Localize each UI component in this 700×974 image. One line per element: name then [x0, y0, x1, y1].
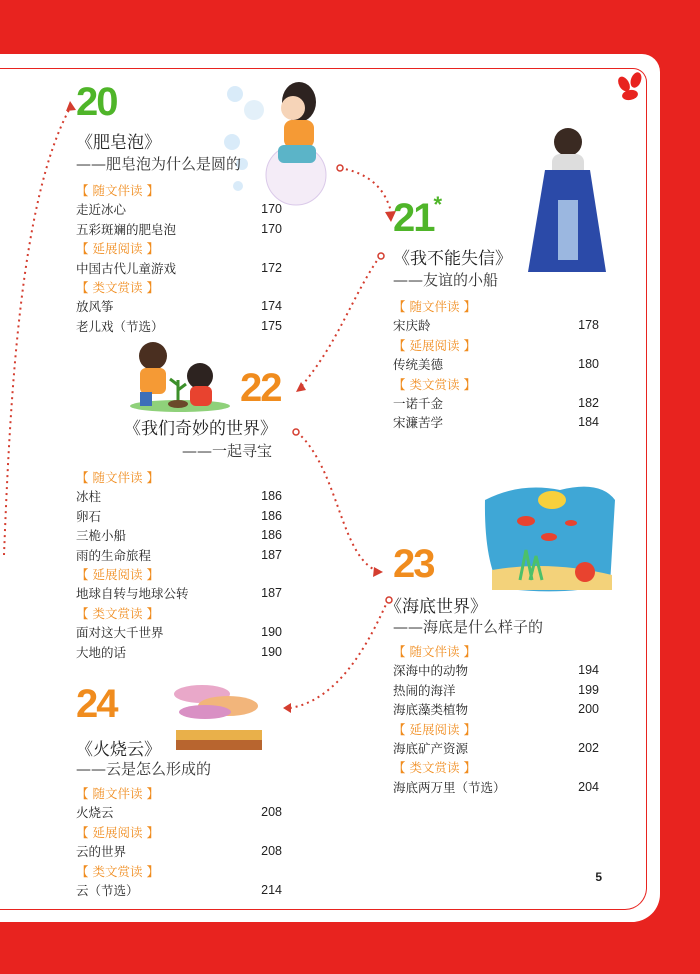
- section-label-text: 【 类文赏读 】: [76, 863, 159, 879]
- entry-title: 卵石: [76, 508, 102, 524]
- lesson-list-22: [76, 468, 282, 662]
- entry-title: 云的世界: [76, 844, 127, 860]
- section-label: [76, 862, 282, 881]
- section-label: [76, 181, 282, 200]
- lesson-list-21: [393, 297, 599, 433]
- lesson-number-21: [393, 192, 441, 241]
- entry-page-number: 208: [261, 844, 282, 859]
- entry-title: 走近冰心: [76, 202, 127, 218]
- section-label: [76, 278, 282, 297]
- section-label: [76, 468, 282, 487]
- lesson-subtitle-22: ——一起寻宝: [182, 442, 273, 460]
- entry-title: 雨的生命旅程: [76, 547, 152, 563]
- page-number: 5: [595, 870, 602, 884]
- section-label: [393, 375, 599, 394]
- star-icon: *: [433, 192, 441, 217]
- underwater-illustration: [485, 487, 615, 592]
- entry-title: 五彩斑斓的肥皂泡: [76, 221, 177, 237]
- entry-title: 三桅小船: [76, 528, 127, 544]
- entry-page-number: 187: [261, 586, 282, 601]
- entry-title: 云（节选）: [76, 882, 139, 898]
- entry-title: 大地的话: [76, 644, 127, 660]
- lesson-number-21-digits: 21: [393, 196, 434, 240]
- section-label-text: 【 类文赏读 】: [393, 760, 476, 776]
- toc-entry[interactable]: [76, 584, 282, 603]
- section-label-text: 【 类文赏读 】: [76, 279, 159, 295]
- section-label-text: 【 随文伴读 】: [393, 299, 476, 314]
- entry-title: 面对这大千世界: [76, 625, 164, 641]
- section-label: [393, 642, 599, 661]
- section-label-text: 【 延展阅读 】: [76, 241, 159, 257]
- lesson-number-24: 24: [76, 682, 117, 726]
- section-label: [76, 784, 282, 803]
- lesson-subtitle-21: ——友谊的小船: [393, 271, 499, 289]
- toc-entry[interactable]: [76, 220, 282, 239]
- section-label: [393, 336, 599, 355]
- entry-title: 海底两万里（节选）: [393, 779, 506, 795]
- entry-title: 海底藻类植物: [393, 702, 469, 718]
- lesson-subtitle-20: ——肥皂泡为什么是圆的: [76, 155, 242, 173]
- section-label-text: 【 类文赏读 】: [76, 605, 159, 621]
- toc-entry[interactable]: [76, 526, 282, 545]
- lesson-title-20[interactable]: 《肥皂泡》: [76, 133, 161, 153]
- entry-page-number: 187: [261, 547, 282, 562]
- entry-page-number: 186: [261, 489, 282, 504]
- lesson-title-21[interactable]: 《我不能失信》: [393, 249, 512, 269]
- lesson-list-23: [393, 642, 599, 797]
- entry-title: 一诺千金: [393, 395, 444, 411]
- entry-title: 冰柱: [76, 489, 102, 505]
- section-label: [393, 720, 599, 739]
- entry-page-number: 182: [578, 395, 599, 410]
- entry-title: 老儿戏（节选）: [76, 318, 164, 334]
- toc-entry[interactable]: [76, 623, 282, 642]
- entry-title: 宋庆龄: [393, 318, 431, 334]
- entry-page-number: 170: [261, 202, 282, 217]
- entry-page-number: 199: [578, 682, 599, 697]
- sunset-clouds-illustration: [174, 685, 262, 750]
- entry-title: 传统美德: [393, 357, 444, 373]
- entry-page-number: 202: [578, 740, 599, 755]
- entry-page-number: 184: [578, 415, 599, 430]
- toc-entry[interactable]: [393, 778, 599, 797]
- entry-title: 中国古代儿童游戏: [76, 260, 177, 276]
- section-label: [76, 823, 282, 842]
- section-label: [393, 758, 599, 777]
- toc-entry[interactable]: [76, 297, 282, 316]
- lesson-title-22[interactable]: 《我们奇妙的世界》: [124, 419, 277, 439]
- toc-entry[interactable]: [76, 546, 282, 565]
- entry-page-number: 172: [261, 260, 282, 275]
- toc-entry[interactable]: [393, 739, 599, 758]
- lesson-number-22: 22: [240, 366, 281, 410]
- toc-entry[interactable]: [76, 317, 282, 336]
- section-label-text: 【 随文伴读 】: [76, 470, 159, 485]
- toc-entry[interactable]: [76, 507, 282, 526]
- entry-page-number: 175: [261, 318, 282, 333]
- entry-page-number: 214: [261, 882, 282, 897]
- lesson-list-24: [76, 784, 282, 900]
- toc-entry[interactable]: [76, 803, 282, 822]
- confucius-illustration: [528, 128, 606, 272]
- lesson-number-20: 20: [76, 80, 117, 124]
- toc-entry[interactable]: [393, 681, 599, 700]
- petal-logo-icon: [616, 71, 644, 102]
- section-label-text: 【 随文伴读 】: [76, 786, 159, 801]
- entry-page-number: 208: [261, 805, 282, 820]
- lesson-title-24[interactable]: 《火烧云》: [76, 740, 161, 760]
- toc-entry[interactable]: [76, 881, 282, 900]
- connector-dots: [293, 165, 392, 603]
- entry-page-number: 170: [261, 221, 282, 236]
- entry-title: 热闹的海洋: [393, 682, 456, 698]
- entry-page-number: 180: [578, 357, 599, 372]
- entry-page-number: 174: [261, 299, 282, 314]
- toc-entry[interactable]: [393, 355, 599, 374]
- toc-entry[interactable]: [76, 842, 282, 861]
- section-label: [76, 565, 282, 584]
- section-label: [76, 604, 282, 623]
- section-label-text: 【 类文赏读 】: [393, 376, 476, 392]
- toc-entry[interactable]: [76, 200, 282, 219]
- toc-entry[interactable]: [76, 259, 282, 278]
- entry-title: 海底矿产资源: [393, 740, 469, 756]
- entry-page-number: 190: [261, 644, 282, 659]
- section-label-text: 【 延展阅读 】: [76, 824, 159, 840]
- section-label-text: 【 延展阅读 】: [76, 566, 159, 582]
- entry-title: 火烧云: [76, 805, 114, 821]
- section-label: [393, 297, 599, 316]
- entry-page-number: 194: [578, 663, 599, 678]
- entry-page-number: 178: [578, 318, 599, 333]
- toc-entry[interactable]: [76, 487, 282, 506]
- lesson-list-20: [76, 181, 282, 336]
- section-label-text: 【 延展阅读 】: [393, 337, 476, 353]
- toc-entry[interactable]: [393, 316, 599, 335]
- entry-page-number: 190: [261, 625, 282, 640]
- section-label-text: 【 随文伴读 】: [393, 644, 476, 659]
- entry-page-number: 200: [578, 702, 599, 717]
- lesson-number-23: 23: [393, 542, 434, 586]
- toc-entry[interactable]: [393, 394, 599, 413]
- lesson-title-23[interactable]: 《海底世界》: [385, 597, 487, 617]
- entry-title: 宋濂苦学: [393, 415, 444, 431]
- toc-entry[interactable]: [393, 700, 599, 719]
- lesson-subtitle-23: ——海底是什么样子的: [393, 618, 544, 636]
- toc-entry[interactable]: [76, 643, 282, 662]
- section-label-text: 【 随文伴读 】: [76, 183, 159, 198]
- entry-title: 深海中的动物: [393, 663, 469, 679]
- lesson-subtitle-24: ——云是怎么形成的: [76, 760, 212, 778]
- section-label: [76, 239, 282, 258]
- entry-page-number: 204: [578, 779, 599, 794]
- section-label-text: 【 延展阅读 】: [393, 721, 476, 737]
- entry-title: 地球自转与地球公转: [76, 586, 189, 602]
- entry-page-number: 186: [261, 528, 282, 543]
- toc-entry[interactable]: [393, 413, 599, 432]
- entry-title: 放风筝: [76, 299, 114, 315]
- kids-planting-illustration: [130, 342, 230, 412]
- entry-page-number: 186: [261, 508, 282, 523]
- toc-entry[interactable]: [393, 661, 599, 680]
